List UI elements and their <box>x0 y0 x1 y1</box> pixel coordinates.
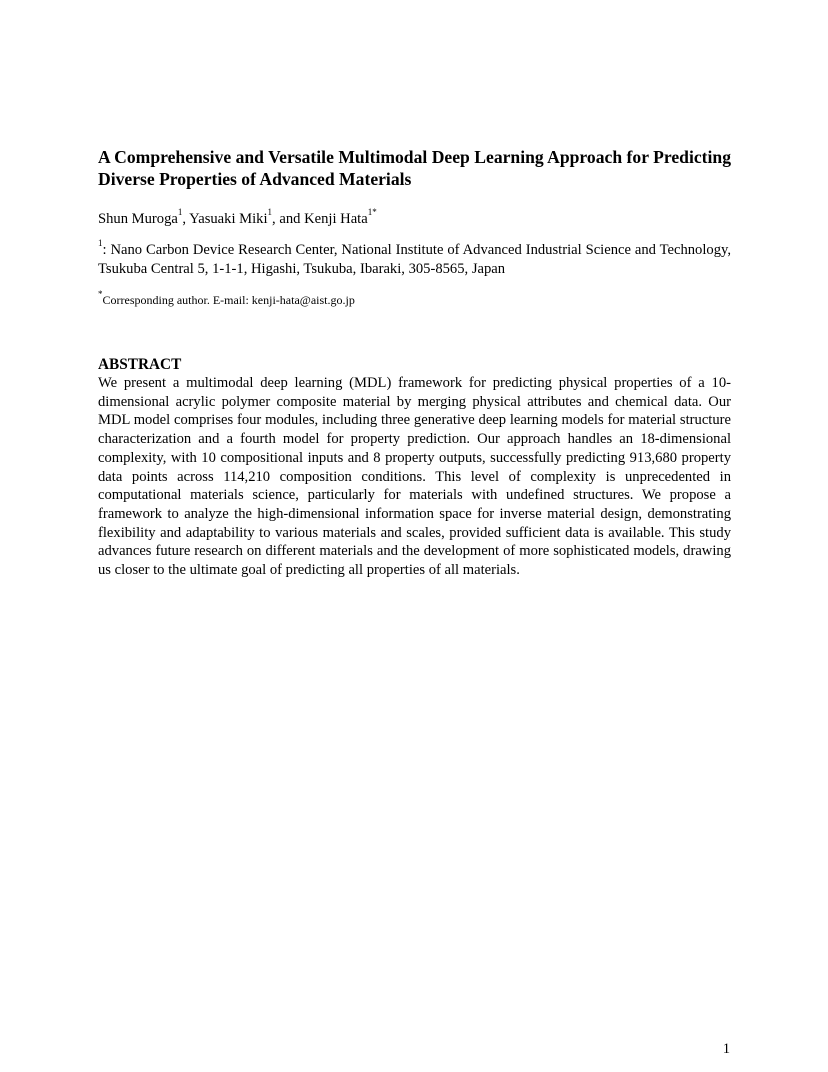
author-separator: , and <box>272 211 305 227</box>
affiliation <box>98 238 731 279</box>
author-name: Shun Muroga <box>98 211 178 227</box>
page-number: 1 <box>722 1041 730 1057</box>
paper-page <box>98 146 731 580</box>
affiliation-text: : Nano Carbon Device Research Center, National Institute of Advanced Industrial Science and Technology, Tsukuba Central 5, 1-1-1, Higashi, Tsukuba, Ibaraki, 305-8565, Japan <box>98 242 731 277</box>
abstract-body: We present a multimodal deep learning (MDL) framework for predicting physical properties of a 10-dimensional acrylic polymer composite material by merging physical attributes and chemical data. Our MDL model comprises four modules, including three generative deep learning models for material structure characterization and a fourth model for property prediction. Our approach handles an 18-dimensional complexity, with 10 compositional inputs and 8 property outputs, successfully predicting 913,680 property data points across 114,210 composition conditions. This level of complexity is unprecedented in computational materials science, particularly for materials with undefined structures. We propose a framework to analyze the high-dimensional information space for inverse material design, demonstrating flexibility and adaptability to various materials and scales, provided sufficient data is available. This study advances future research on different materials and the development of more sophisticated models, drawing us closer to the ultimate goal of predicting all properties of all materials. <box>98 375 731 579</box>
abstract-heading: ABSTRACT <box>98 356 182 373</box>
author-separator: , <box>182 211 190 227</box>
affiliation-marker: 1 <box>98 238 103 249</box>
author-affiliation-marker: 1 <box>177 207 183 218</box>
paper-title: A Comprehensive and Versatile Multimodal Deep Learning Approach for Predicting Diverse Properties of Advanced Materials <box>98 147 731 189</box>
corresponding-marker: * <box>98 289 103 299</box>
corresponding-author <box>98 289 731 308</box>
author-name: Yasuaki Miki <box>189 211 268 227</box>
author-affiliation-marker: 1* <box>367 207 377 218</box>
corresponding-text: Corresponding author. E-mail: kenji-hata@aist.go.jp <box>102 293 355 307</box>
author-list <box>98 207 731 229</box>
author-affiliation-marker: 1 <box>267 207 273 218</box>
author-name: Kenji Hata <box>304 211 368 227</box>
